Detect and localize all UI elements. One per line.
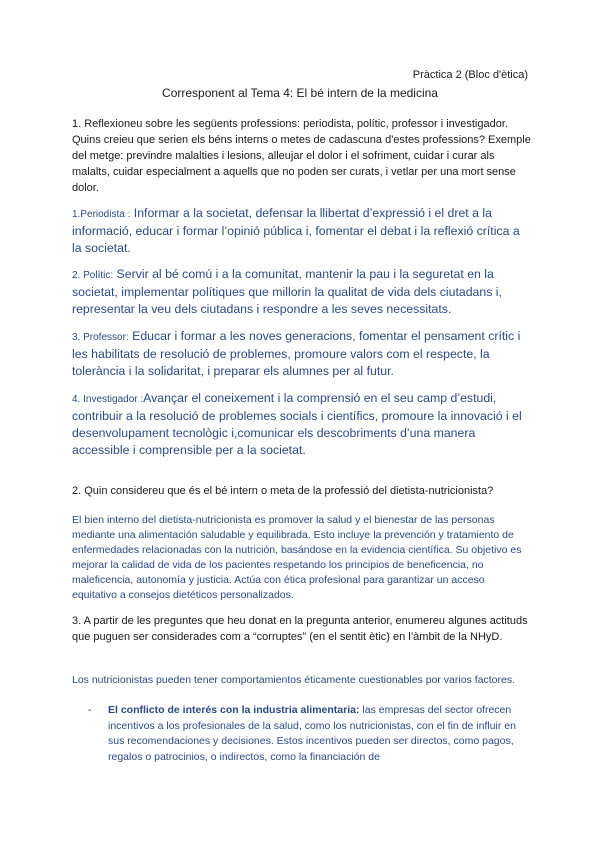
question-3: 3. A partir de les preguntes que heu donat en la pregunta anterior, enumereu algunes actituds que puguen ser considerades com a “corruptes” (en el sentit ètic) en l’àmbit de la NHyD.	[72, 615, 528, 643]
answer-2: El bien interno del dietista-nutricionista es promover la salud y el bienestar de las personas mediante una alimentación saludable y equilibrada. Esto incluye la prevención y tratamiento de enfermedades relacionadas con la nutrición, basándose en la evidencia científica. Su objetivo es mejorar la calidad de vida de los pacientes respetando los principios de beneficencia, no maleficencia, autonomía y justicia. Actúa con ética profesional para garantizar un acceso equitativo a consejos dietéticos personalizados.	[72, 514, 522, 601]
bullet-title: El conflicto de interés con la industria alimentaria:	[108, 704, 360, 716]
answer-periodista	[72, 205, 532, 257]
answer-3-intro: Los nutricionistas pueden tener comportamientos éticamente cuestionables por varios factores.	[72, 674, 515, 686]
answer-text: Informar a la societat, defensar la llibertat d’expressió i el dret a la informació, educar i formar l’opinió pública i, fomentar el debat i la reflexió crítica a la societat.	[72, 206, 520, 255]
answer-label: 4. Investigador :	[72, 394, 144, 405]
answer-label: 2. Polític:	[72, 270, 114, 281]
bullet-text	[108, 703, 528, 765]
header-subject: Pràctica 2 (Bloc d'ètica)	[412, 69, 528, 81]
answer-investigador	[72, 390, 532, 459]
bullet-dash: -	[88, 704, 92, 716]
bullet-body: las empresas del sector ofrecen incentivos a los profesionales de la salud, como los nutricionistas, con el fin de influir en sus recomendaciones y decisiones. Estos incentivos pueden ser directos, como pagos, regalos o patrocinios, o indirectos, como la financiación de	[108, 704, 516, 763]
question-2: 2. Quin considereu que és el bé intern o meta de la professió del dietista-nutricionista?	[72, 485, 494, 497]
answer-text: Educar i formar a les noves generacions, fomentar el pensament crític i les habilitats de resolució de problemes, promoure valors com el respecte, la tolerància i la solidaritat, i preparar els alumnes per al futur.	[72, 329, 521, 378]
list-item	[88, 703, 528, 765]
answer-politic	[72, 266, 532, 318]
answer-professor	[72, 328, 532, 380]
answer-text: Avançar el coneixement i la comprensió en el seu camp d’estudi, contribuir a la resolució de problemes socials i científics, promoure la innovació i el desenvolupament tecnològic i,comunicar els descobriments d’una manera accessible i comprensible per a la societat.	[72, 391, 522, 457]
answer-text: Servir al bé comú i a la comunitat, mantenir la pau i la seguretat en la societat, implementar polítiques que millorin la qualitat de vida dels ciutadans i, representar la veu dels ciutadans i respondre a les seves necessitats.	[72, 267, 502, 316]
answer-label: 3. Professor:	[72, 332, 129, 343]
header-title: Corresponent al Tema 4: El bé intern de la medicina	[162, 86, 438, 100]
answer-label: 1.Periodista :	[72, 209, 131, 220]
question-1: 1. Reflexioneu sobre les següents professions: periodista, polític, professor i investigador. Quins creieu que serien els béns interns o metes de cadascuna d'estes professions? Exemple del metge: previndre malalties i lesions, alleujar el dolor i el sofriment, cuidar i curar als malalts, cuidar especialment a aquells que no poden ser curats, i vetlar per una mort sense dolor.	[72, 118, 531, 194]
